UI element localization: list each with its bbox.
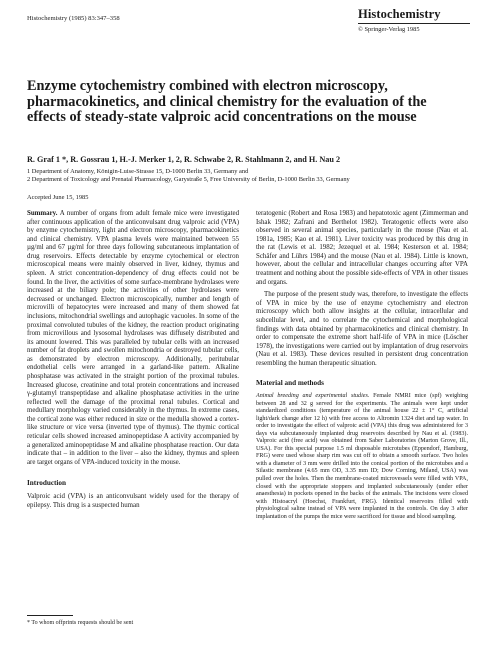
footnote-rule: [27, 615, 73, 616]
left-column: [27, 210, 239, 510]
affiliation-1: 1 Department of Anatomy, Königin-Luise-Strasse 15, D-1000 Berlin 33, Germany and: [27, 168, 249, 175]
introduction-text: Valproic acid (VPA) is an anticonvulsant widely used for the therapy of epilepsy. This drug is a suspected human: [27, 492, 239, 509]
intro-continued: teratogenic (Robert and Rosa 1983) and hepatotoxic agent (Zimmerman and Ishak 1982; Zafrani and Berthelot 1982). Teratogenic effects were also observed in several animal species, particularly in the mouse (Nau et al. 1981a, 1985; Kao et al. 1981). Liver toxicity was produced by this drug in the rat (Lewis et al. 1982; Jezequel et al. 1984; Kesterson et al. 1984; Schäfer and Lührs 1984) and the mouse (Nau et al. 1984). Little is known, however, about the cellular and intracellular changes occurring after VPA treatment and nothing about the possible side-effects of VPA in other tissues and organs.: [256, 210, 468, 286]
methods-paragraph: [256, 393, 468, 521]
article-title: Enzyme cytochemistry combined with electron microscopy, pharmacokinetics, and clinical chemistry for the evaluation of the effects of steady-state valproic acid concentrations on the mouse: [27, 78, 427, 126]
purpose-paragraph: The purpose of the present study was, therefore, to investigate the effects of VPA in mice by the use of enzyme cytochemistry and electron microscopy which both allow insights at the cellular, intracellular and subcellular level, and to correlate the cytochemical and morphological findings with data obtained by pharmacokinetics and clinical chemistry. In order to compensate the extreme short half-life of VPA in mice (Löscher 1978), the investigations were carried out by implantation of drug reservoirs (Nau et al. 1983). These devices resulted in persistent drug concentration resembling the human therapeutic situation.: [256, 291, 468, 367]
affiliations: [27, 168, 482, 185]
running-head: Histochemistry (1985) 83:347–358: [27, 15, 120, 22]
journal-copyright: © Springer-Verlag 1985: [358, 26, 420, 33]
methods-label: Animal breeding and experimental studies.: [256, 392, 370, 399]
right-column: [256, 210, 468, 521]
summary-label: Summary.: [27, 210, 58, 217]
author-list: R. Graf 1 *, R. Gossrau 1, H.-J. Merker 1, 2, R. Schwabe 2, R. Stahlmann 2, and H. Nau 2: [27, 155, 341, 164]
introduction-heading: Introduction: [27, 479, 67, 488]
summary-paragraph: [27, 210, 239, 467]
footnote: * To whom offprints requests should be sent: [27, 620, 134, 626]
methods-text: Female NMRI mice (spf) weighing between 28 and 32 g served for the experiments. The animals were kept under standardized conditions (temperature of the animal house 22 ± 1° C, artificial light/dark change after 12 h) with free access to Altromin 1324 diet and tap water. In order to investigate the effect of valproic acid (VPA) this drug was administered for 3 days via subcutaneously implanted drug reservoirs described by Nau et al. (1983). Valproic acid (free acid) was obtained from Saber Laboratories (Marton Grove, Ill., USA). For this special purpose 1.5 ml disposable microtubes (Eppendorf, Hamburg, FRG) were used whose sharp rim was cut off to obtain a smooth surface. Two holes with a diameter of 3 mm were drilled into the conical portion of the microtubes and a Silastic membrane (4.65 mm OD, 3.35 mm ID; Dow Corning, Miland, USA) was pulled over the holes. Then the membrane-coated microvessels were filled with VPA, closed with the appropriate stoppers and implanted subcutaneously (under ether anaesthesia) in pockets opened in the backs of the animals. The incisions were closed with Histoacryl (Hoechst, Frankfurt, FRG). Identical reservoirs filled with physiological saline instead of VPA were implanted in the controls. On day 3 after implantation of the pumps the mice were sacrificed for tissue and blood sampling.: [256, 392, 468, 520]
methods-heading: Material and methods: [256, 379, 324, 388]
summary-text: A number of organs from adult female mice were investigated after continuous application of the anticonvulsant drug valproic acid (VPA) by enzyme cytochemistry, light and electron microscopy, pharmacokinetics and clinical chemistry. VPA plasma levels were maintained between 55 µg/ml and 67 µg/ml for three days following subcutaneous implantation of drug reservoirs. Effects detectable by enzyme cytochemical or electron microscopical means were mainly observed in liver, kidney, thymus and spleen. A strict concentration-dependency of drug effects could not be found. In the liver, the activities of some surface-membrane hydrolases were increased at the biliary pole; the activities of other hydrolases were decreased or unchanged. Electron microscopically, number and length of microvilli of hepatocytes were increased and many of them showed fat inclusions, mitochondrial swellings and autophagic vacuoles. In some of the proximal convoluted tubules of the kidney, the reaction product originating from microvillous and lysosomal hydrolases was diffusely distributed and its amount lowered. This was paralleled by tubular cells with an increased number of fat droplets and swollen mitochondria or destroyed tubular cells, as demonstrated by electron microscopy. Additionally, peritubular endothelial cells were arranged in a garland-like pattern. Alkaline phosphatase was activated in the straight portion of the proximal tubules. Increased glucose, creatinine and total protein concentrations and increased γ-glutamyl transpeptidase and alkaline phosphatase activities in the urine reflected well the damage of the proximal renal tubules. Cortical and medullary morphology varied considerably in the thymus. In extreme cases, the cortical zone was either reduced in size or the medulla showed a cortex-like structure or vice versa (inverted type of thymus). The thymic cortical reticular cells showed increased aminopeptidase A activity accompanied by a generalized aminopeptidase M and alkaline phosphatase reaction. Our data indicate that – in addition to the liver – also the kidney, thymus and spleen are target organs of VPA-induced toxicity in the mouse.: [27, 210, 240, 466]
affiliation-2: 2 Department of Toxicology and Prenatal Pharmacology, Garystraße 5, Free University of Berlin, D-1000 Berlin 33, Germany: [27, 176, 350, 184]
accepted-date: Accepted June 15, 1985: [27, 194, 89, 201]
journal-masthead: [358, 7, 470, 33]
journal-name: Histochemistry: [358, 7, 470, 24]
